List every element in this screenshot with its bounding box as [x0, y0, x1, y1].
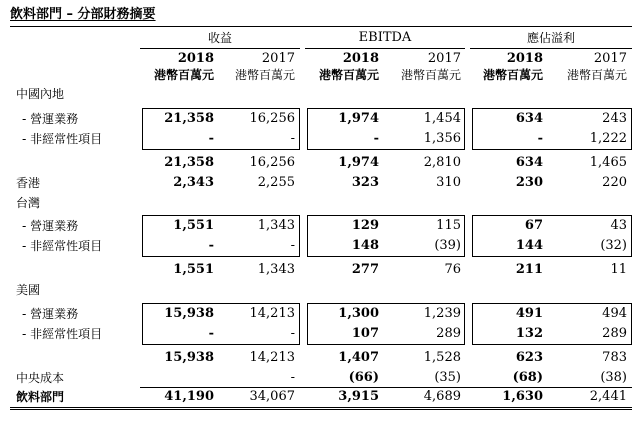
table-cell: 15,938 — [164, 350, 214, 365]
row-label: 中央成本 — [16, 371, 65, 385]
table-cell: 2,343 — [173, 175, 214, 190]
row-sublabel: - 非經常性項目 — [22, 327, 103, 341]
row-sublabel: - 營運業務 — [22, 219, 79, 233]
table-cell: 243 — [602, 111, 627, 126]
table-cell: 115 — [436, 218, 461, 233]
row-label: 飲料部門 — [16, 390, 65, 404]
table-cell: 16,256 — [249, 111, 295, 126]
region-box — [472, 303, 632, 345]
year-header: 2018 — [506, 51, 543, 66]
table-cell: 1,465 — [589, 155, 627, 170]
table-cell: - — [208, 131, 214, 146]
table-cell: 1,454 — [423, 111, 461, 126]
table-cell: 1,343 — [257, 262, 295, 277]
table-cell: (35) — [434, 370, 461, 385]
row-label: 美國 — [16, 283, 41, 297]
year-header: 2018 — [177, 51, 214, 66]
table-cell: 310 — [436, 175, 461, 190]
table-cell: 323 — [351, 175, 379, 190]
table-cell: (68) — [512, 370, 543, 385]
table-cell: 144 — [515, 238, 543, 253]
region-box — [307, 108, 465, 150]
unit-header: 港幣百萬元 — [400, 68, 461, 82]
table-cell: 1,528 — [423, 350, 461, 365]
table-cell: 2,810 — [423, 155, 461, 170]
unit-header: 港幣百萬元 — [234, 68, 295, 82]
page-title: 飲料部門 – 分部財務摘要 — [10, 7, 156, 22]
table-cell: 491 — [515, 306, 543, 321]
region-box — [307, 303, 465, 345]
table-cell: 14,213 — [249, 350, 295, 365]
table-cell: 211 — [515, 262, 543, 277]
total-bottom-rule-2 — [10, 409, 632, 410]
table-cell: 289 — [602, 326, 627, 341]
table-cell: 11 — [610, 262, 627, 277]
region-box — [142, 215, 300, 257]
table-cell: 220 — [602, 175, 627, 190]
column-group-header: 應佔溢利 — [526, 31, 575, 45]
column-group-rule — [140, 48, 300, 49]
table-cell: 15,938 — [164, 306, 214, 321]
total-bottom-rule — [10, 407, 632, 408]
region-box — [142, 108, 300, 150]
table-cell: 34,067 — [249, 389, 295, 404]
table-cell: 148 — [351, 238, 379, 253]
unit-header: 港幣百萬元 — [153, 68, 214, 82]
table-cell: 623 — [515, 350, 543, 365]
region-box — [307, 215, 465, 257]
table-cell: 1,239 — [423, 306, 461, 321]
total-top-rule — [140, 387, 632, 388]
table-cell: 129 — [351, 218, 379, 233]
table-cell: 14,213 — [249, 306, 295, 321]
table-cell: 1,551 — [173, 262, 214, 277]
table-cell: 67 — [524, 218, 543, 233]
table-cell: 3,915 — [338, 389, 379, 404]
year-header: 2017 — [261, 51, 295, 66]
table-cell: - — [537, 131, 543, 146]
table-cell: - — [208, 238, 214, 253]
table-cell: 277 — [351, 262, 379, 277]
unit-header: 港幣百萬元 — [482, 68, 543, 82]
row-sublabel: - 非經常性項目 — [22, 132, 103, 146]
table-cell: 76 — [444, 262, 461, 277]
table-cell: 1,407 — [338, 350, 379, 365]
table-cell: 289 — [436, 326, 461, 341]
table-cell: 43 — [610, 218, 627, 233]
region-box — [142, 303, 300, 345]
table-cell: - — [208, 326, 214, 341]
table-cell: 1,974 — [338, 111, 379, 126]
table-cell: 494 — [602, 306, 627, 321]
table-cell: 132 — [515, 326, 543, 341]
table-cell: 2,255 — [257, 175, 295, 190]
unit-header: 港幣百萬元 — [318, 68, 379, 82]
table-cell: 21,358 — [164, 111, 214, 126]
table-cell: 783 — [602, 350, 627, 365]
table-cell: - — [290, 238, 295, 253]
table-cell: 1,356 — [423, 131, 461, 146]
year-header: 2017 — [427, 51, 461, 66]
table-cell: 1,343 — [257, 218, 295, 233]
column-group-header: 收益 — [207, 31, 232, 45]
column-group-rule — [470, 48, 632, 49]
table-cell: (38) — [600, 370, 627, 385]
row-sublabel: - 非經常性項目 — [22, 239, 103, 253]
header-top-rule — [10, 26, 632, 27]
table-cell: 21,358 — [164, 155, 214, 170]
table-cell: - — [290, 370, 295, 385]
row-label: 台灣 — [16, 196, 41, 210]
region-box — [472, 108, 632, 150]
table-cell: - — [373, 131, 379, 146]
table-cell: 1,630 — [502, 389, 543, 404]
row-sublabel: - 營運業務 — [22, 112, 79, 126]
table-cell: 2,441 — [589, 389, 627, 404]
region-box — [472, 215, 632, 257]
row-label: 中國內地 — [16, 87, 65, 101]
table-cell: (32) — [600, 238, 627, 253]
row-label: 香港 — [16, 176, 41, 190]
column-group-rule — [305, 48, 465, 49]
table-cell: 634 — [515, 111, 543, 126]
table-cell: 230 — [515, 175, 543, 190]
unit-header: 港幣百萬元 — [566, 68, 627, 82]
table-cell: 1,300 — [338, 306, 379, 321]
table-cell: - — [290, 326, 295, 341]
table-cell: 107 — [351, 326, 379, 341]
table-cell: 41,190 — [164, 389, 214, 404]
column-group-header: EBITDA — [358, 30, 412, 45]
year-header: 2018 — [342, 51, 379, 66]
table-cell: - — [290, 131, 295, 146]
table-cell: 1,222 — [589, 131, 627, 146]
year-header: 2017 — [593, 51, 627, 66]
table-cell: 1,551 — [173, 218, 214, 233]
table-cell: (66) — [348, 370, 379, 385]
row-sublabel: - 營運業務 — [22, 307, 79, 321]
table-cell: 1,974 — [338, 155, 379, 170]
table-cell: 4,689 — [423, 389, 461, 404]
table-cell: (39) — [434, 238, 461, 253]
table-cell: 16,256 — [249, 155, 295, 170]
table-cell: 634 — [515, 155, 543, 170]
